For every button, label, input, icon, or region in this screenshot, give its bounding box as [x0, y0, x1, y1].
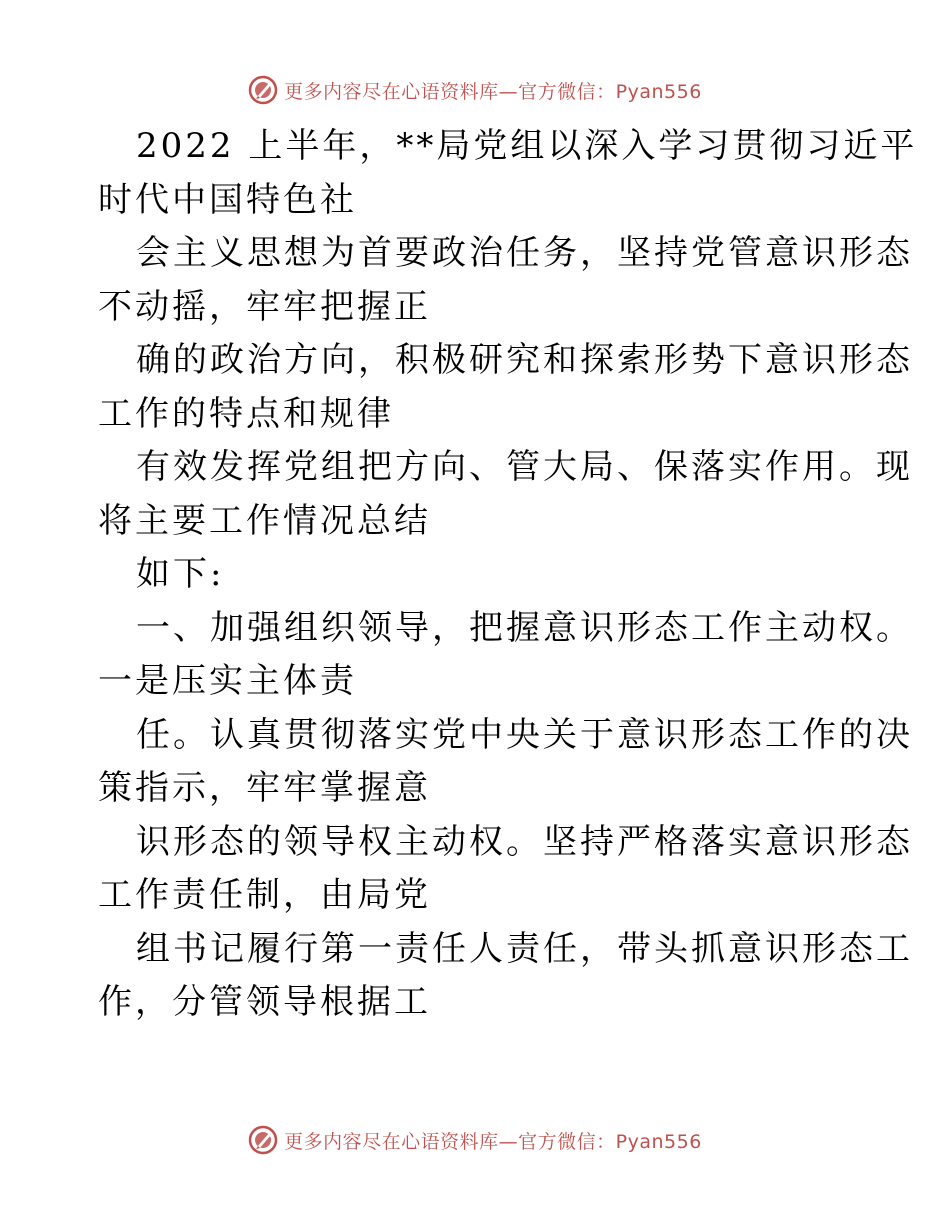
- text-line: 确的政治方向，积极研究和探索形势下意识形态: [136, 340, 913, 380]
- text-line: 会主义思想为首要政治任务，坚持党管意识形态: [136, 233, 913, 273]
- text-line: 识形态的领导权主动权。坚持严格落实意识形态: [136, 821, 913, 862]
- watermark-text: 更多内容尽在心语资料库—官方微信：Pyan556: [284, 80, 702, 103]
- header-watermark-banner: [0, 70, 950, 110]
- text-line: 不动摇，牢牢把握正: [98, 286, 431, 327]
- text-line: 将主要工作情况总结: [98, 500, 431, 541]
- document-body: [98, 120, 918, 1030]
- text-line: 任。认真贯彻落实党中央关于意识形态工作的决: [136, 714, 913, 755]
- text-line: 工作责任制，由局党: [98, 875, 431, 915]
- text-line: 工作的特点和规律: [98, 393, 394, 434]
- text-line: 如下:: [136, 554, 225, 594]
- text-line: 有效发挥党组把方向、管大局、保落实作用。现: [136, 447, 913, 487]
- pen-seal-logo-icon: [248, 75, 278, 105]
- text-line: 策指示，牢牢掌握意: [98, 768, 431, 808]
- text-line: 作，分管领导根据工: [98, 982, 431, 1022]
- watermark-text: 更多内容尽在心语资料库—官方微信：Pyan556: [284, 1130, 702, 1153]
- text-line: 一是压实主体责: [98, 661, 357, 701]
- footer-watermark-banner: [0, 1120, 950, 1160]
- text-line: 一、加强组织领导，把握意识形态工作主动权。: [136, 607, 913, 648]
- text-line: 时代中国特色社: [98, 179, 357, 220]
- text-line: 2022 上半年，**局党组以深入学习贯彻习近平: [136, 126, 918, 166]
- text-line: 组书记履行第一责任人责任，带头抓意识形态工: [136, 928, 913, 969]
- pen-seal-logo-icon: [248, 1125, 278, 1155]
